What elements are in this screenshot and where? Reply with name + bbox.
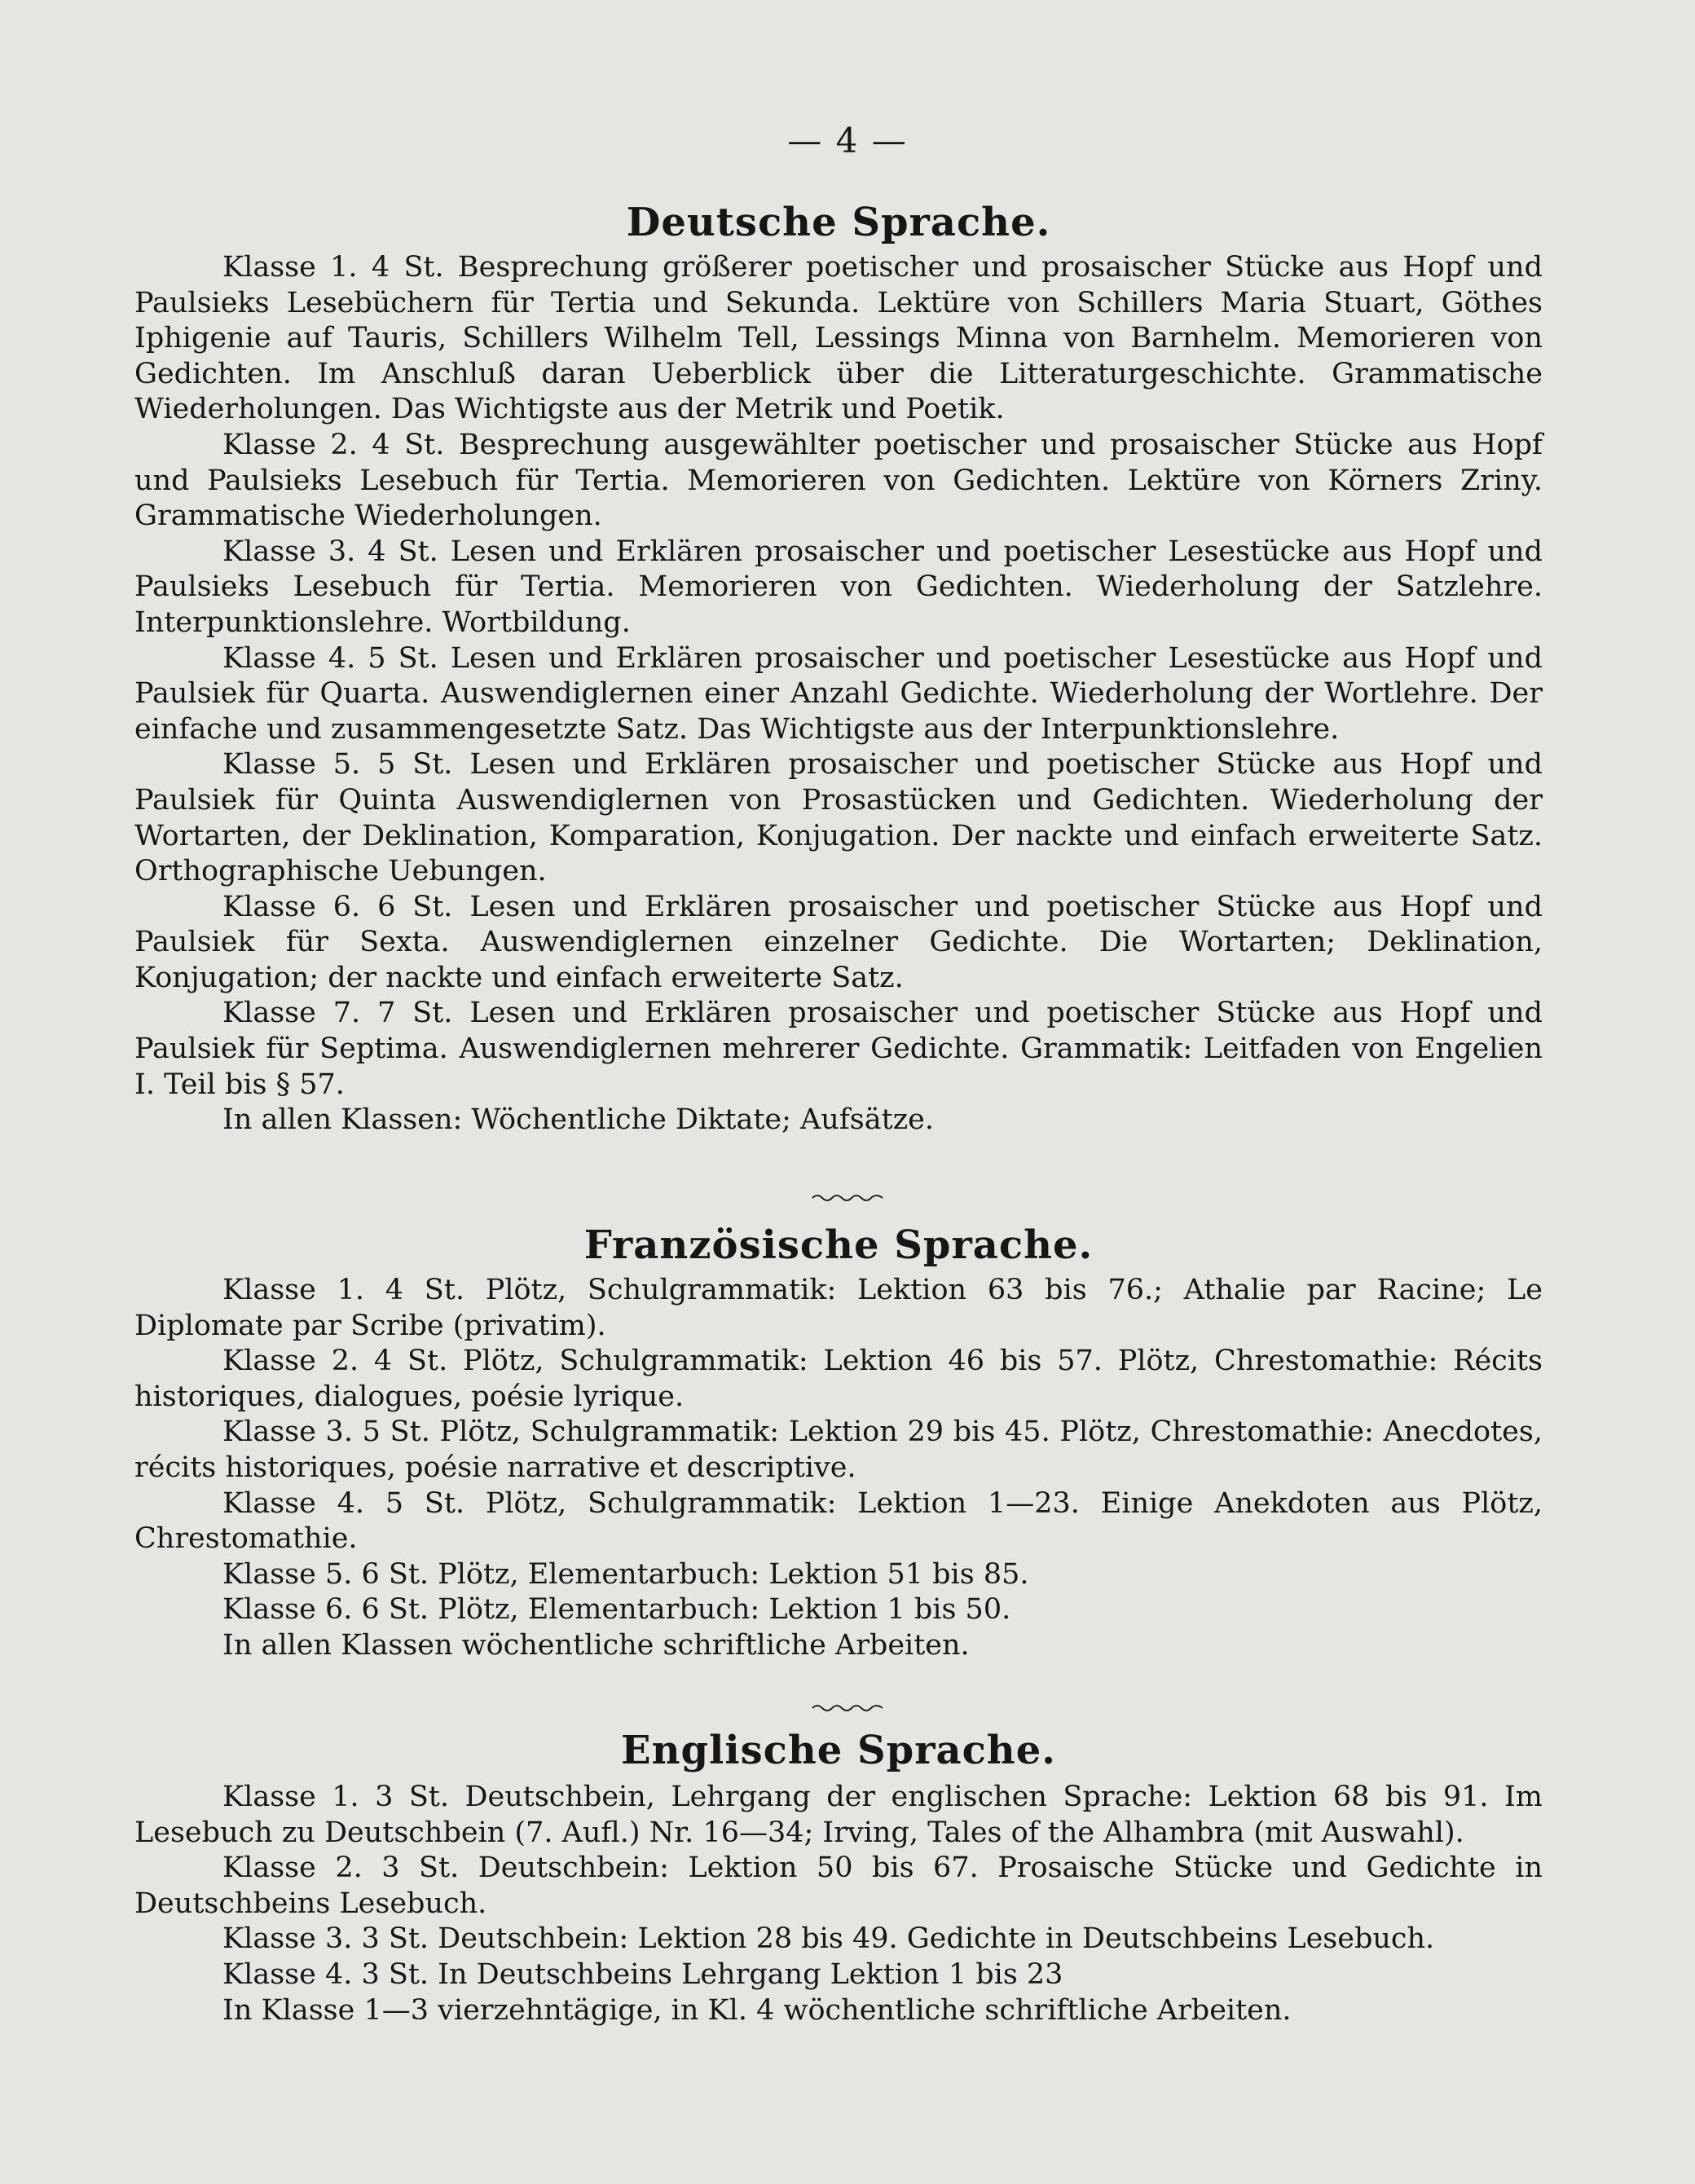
section-heading: Englische Sprache.	[621, 1728, 1056, 1773]
paragraph: In Klasse 1—3 vierzehntägige, in Kl. 4 wöchentliche schriftliche Arbeiten.	[222, 1993, 1292, 2027]
paragraph: Klasse 4. 3 St. In Deutschbeins Lehrgang Lektion 1 bis 23	[222, 1957, 1063, 1991]
paragraph: Klasse 1. 4 St. Plötz, Schulgrammatik: Lektion 63 bis 76.; Athalie par Racine; Le Diplomate par Scribe (privatim).	[134, 1274, 1543, 1342]
section-deutsche-sprache	[134, 200, 1543, 1138]
page-number: — 4 —	[787, 121, 908, 161]
paragraph: Klasse 2. 3 St. Deutschbein: Lektion 50 bis 67. Prosaische Stücke und Gedichte in Deutschbeins Lesebuch.	[134, 1852, 1543, 1920]
paragraph: Klasse 6. 6 St. Plötz, Elementarbuch: Lektion 1 bis 50.	[222, 1593, 1011, 1627]
section-heading: Deutsche Sprache.	[626, 200, 1051, 245]
paragraph: Klasse 4. 5 St. Plötz, Schulgrammatik: Lektion 1—23. Einige Anekdoten aus Plötz, Chrestomathie.	[134, 1486, 1543, 1556]
paragraph: Klasse 1. 4 St. Besprechung größerer poetischer und prosaischer Stücke aus Hopf und Paulsieks Lesebüchern für Tertia und Sekunda. Lektüre von Schillers Maria Stuart, Göthes Iphigenie auf Tauris, Schillers Wilhelm Tell, Lessings Minna von Barnhelm. Memorieren von Gedichten. Im Anschluß daran Ueberblick über die Litteraturgeschichte. Grammatische Wiederholungen. Das Wichtigste aus der Metrik und Poetik.	[134, 251, 1543, 426]
paragraph: Klasse 5. 6 St. Plötz, Elementarbuch: Lektion 51 bis 85.	[222, 1557, 1029, 1591]
paragraph: Klasse 6. 6 St. Lesen und Erklären prosaischer und poetischer Stücke aus Hopf und Paulsiek für Sexta. Auswendiglernen einzelner Gedichte. Die Wortarten; Deklination, Konjugation; der nackte und einfach erweiterte Satz.	[134, 890, 1543, 994]
paragraph: Klasse 2. 4 St. Besprechung ausgewählter poetischer und prosaischer Stücke aus Hopf und Paulsieks Lesebuch für Tertia. Memorieren von Gedichten. Lektüre von Körners Zriny. Grammatische Wiederholungen.	[134, 428, 1543, 533]
section-divider-ornament	[0, 1191, 1695, 1207]
paragraph: Klasse 3. 5 St. Plötz, Schulgrammatik: Lektion 29 bis 45. Plötz, Chrestomathie: Anecdotes, récits historiques, poésie narrative et descriptive.	[134, 1416, 1543, 1484]
paragraph: Klasse 5. 5 St. Lesen und Erklären prosaischer und poetischer Stücke aus Hopf und Paulsiek für Quinta Auswendiglernen von Prosastücken und Gedichten. Wiederholung der Wortarten, der Deklination, Komparation, Konjugation. Der nackte und einfach erweiterte Satz. Orthographische Uebungen.	[134, 748, 1543, 888]
paragraph: Klasse 4. 5 St. Lesen und Erklären prosaischer und poetischer Lesestücke aus Hopf und Paulsiek für Quarta. Auswendiglernen einer Anzahl Gedichte. Wiederholung der Wortlehre. Der einfache und zusammengesetzte Satz. Das Wichtigste aus der Interpunktionslehre.	[134, 641, 1543, 746]
paragraph: In allen Klassen: Wöchentliche Diktate; Aufsätze.	[222, 1103, 934, 1137]
section-franzoesische-sprache	[134, 1222, 1543, 1664]
section-divider-ornament	[0, 1702, 1695, 1717]
section-heading: Französische Sprache.	[583, 1222, 1094, 1268]
paragraph: Klasse 7. 7 St. Lesen und Erklären prosaischer und poetischer Stücke aus Hopf und Paulsiek für Septima. Auswendiglernen mehrerer Gedichte. Grammatik: Leitfaden von Engelien I. Teil bis § 57.	[134, 997, 1543, 1101]
paragraph: Klasse 1. 3 St. Deutschbein, Lehrgang der englischen Sprache: Lektion 68 bis 91. Im Lesebuch zu Deutschbein (7. Aufl.) Nr. 16—34; Irving, Tales of the Alhambra (mit Auswahl).	[134, 1781, 1543, 1849]
section-englische-sprache	[134, 1728, 1543, 2028]
paragraph: Klasse 3. 4 St. Lesen und Erklären prosaischer und poetischer Lesestücke aus Hopf und Paulsieks Lesebuch für Tertia. Memorieren von Gedichten. Wiederholung der Satzlehre. Interpunktionslehre. Wortbildung.	[134, 535, 1543, 639]
paragraph: Klasse 2. 4 St. Plötz, Schulgrammatik: Lektion 46 bis 57. Plötz, Chrestomathie: Récits historiques, dialogues, poésie lyrique.	[134, 1345, 1543, 1413]
paragraph: In allen Klassen wöchentliche schriftliche Arbeiten.	[222, 1628, 970, 1662]
paragraph: Klasse 3. 3 St. Deutschbein: Lektion 28 bis 49. Gedichte in Deutschbeins Lesebuch.	[222, 1922, 1435, 1956]
